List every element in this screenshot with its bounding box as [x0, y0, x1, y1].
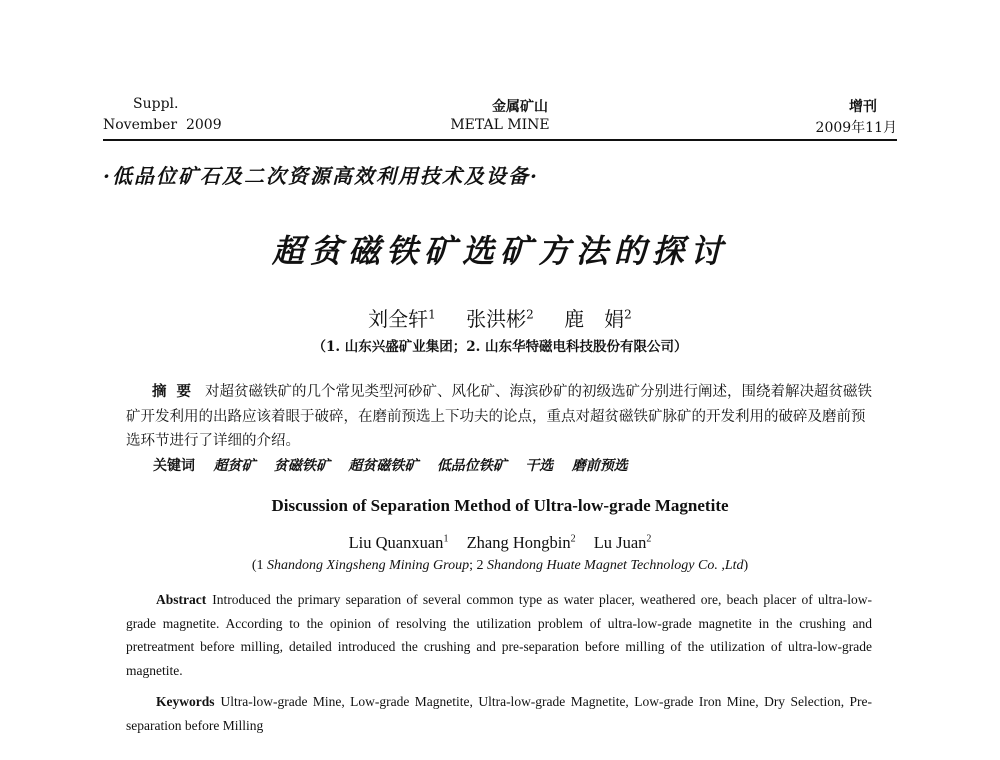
- keyword-cn: 超贫磁铁矿: [348, 458, 419, 474]
- author-en-3: Lu Juan$^2$: [593, 533, 652, 552]
- author-cn-3: 鹿 娟$^2$: [564, 307, 632, 331]
- affiliation-en: (1 Shandong Xingsheng Mining Group; 2 Shandong Huate Magnet Technology Co. ,Ltd): [251, 558, 749, 573]
- authors-cn: [0, 303, 1000, 332]
- abstract-cn-label: 摘要: [152, 384, 201, 400]
- author-cn-1: 刘全轩$^1$: [368, 307, 436, 331]
- keyword-cn: 贫磁铁矿: [273, 458, 330, 474]
- abstract-en: [126, 588, 872, 682]
- header-rule: [103, 139, 897, 141]
- keyword-cn: 干选: [525, 458, 554, 474]
- header-journal-cn: 金属矿山: [492, 99, 548, 115]
- abstract-cn-text: 对超贫磁铁矿的几个常见类型河砂矿、风化矿、海滨砂矿的初级选矿分别进行阐述，围绕着解决超贫磁铁矿开发利用的出路应该着眼于破碎，在磨前预选上下功夫的论点，重点对超贫磁铁矿脉矿的开发利用的破碎及磨前预选环节进行了详细的介绍。: [126, 384, 872, 449]
- header-date-cn: 2009年11月: [815, 120, 897, 136]
- header-suppl: Suppl.: [133, 96, 179, 112]
- abstract-en-label: Abstract: [156, 592, 207, 607]
- author-en-2: Zhang Hongbin$^2$: [466, 533, 576, 552]
- author-cn-2: 张洪彬$^2$: [466, 307, 534, 331]
- header-date-en: November 2009: [103, 117, 222, 133]
- keywords-en-text: Ultra-low-grade Mine, Low-grade Magnetite, Ultra-low-grade Magnetite, Low-grade Iron Mine, Dry Selection, Pre-separation before Milling: [126, 694, 872, 733]
- keyword-cn: 磨前预选: [571, 458, 628, 474]
- header-journal-en: METAL MINE: [450, 117, 550, 133]
- keywords-en-label: Keywords: [156, 694, 215, 709]
- article-title-cn: 超贫磁铁矿选矿方法的探讨: [271, 232, 728, 270]
- keywords-en: [126, 690, 872, 737]
- running-header: [103, 96, 897, 136]
- keyword-cn: 低品位铁矿: [436, 458, 507, 474]
- header-supplement-cn: 增刊: [849, 99, 877, 115]
- section-heading: ·低品位矿石及二次资源高效利用技术及设备·: [103, 164, 539, 188]
- keywords-cn: [153, 455, 642, 475]
- abstract-cn: [126, 380, 872, 454]
- article-title-en: Discussion of Separation Method of Ultra-low-grade Magnetite: [271, 496, 729, 515]
- keyword-cn: 超贫矿: [213, 458, 256, 474]
- keywords-cn-label: 关键词: [153, 458, 195, 474]
- author-en-1: Liu Quanxuan$^1$: [348, 533, 449, 552]
- affiliation-en-org1: Shandong Xingsheng Mining Group: [266, 558, 470, 573]
- abstract-en-text: Introduced the primary separation of several common type as water placer, weathered ore, beach placer of ultra-low-grade magnetite. According to the opinion of resolving the utilization problem of ultra-low-grade magnetite in the crushing and pretreatment before milling, detailed introduced the crushing and pre-separation before milling of the utilization of ultra-low-grade magnetite.: [126, 592, 872, 678]
- authors-en: [0, 533, 1000, 553]
- affiliation-cn: （1. 山东兴盛矿业集团；2. 山东华特磁电科技股份有限公司）: [312, 339, 688, 355]
- affiliation-en-org2: Shandong Huate Magnet Technology Co. ,Ltd: [486, 558, 744, 573]
